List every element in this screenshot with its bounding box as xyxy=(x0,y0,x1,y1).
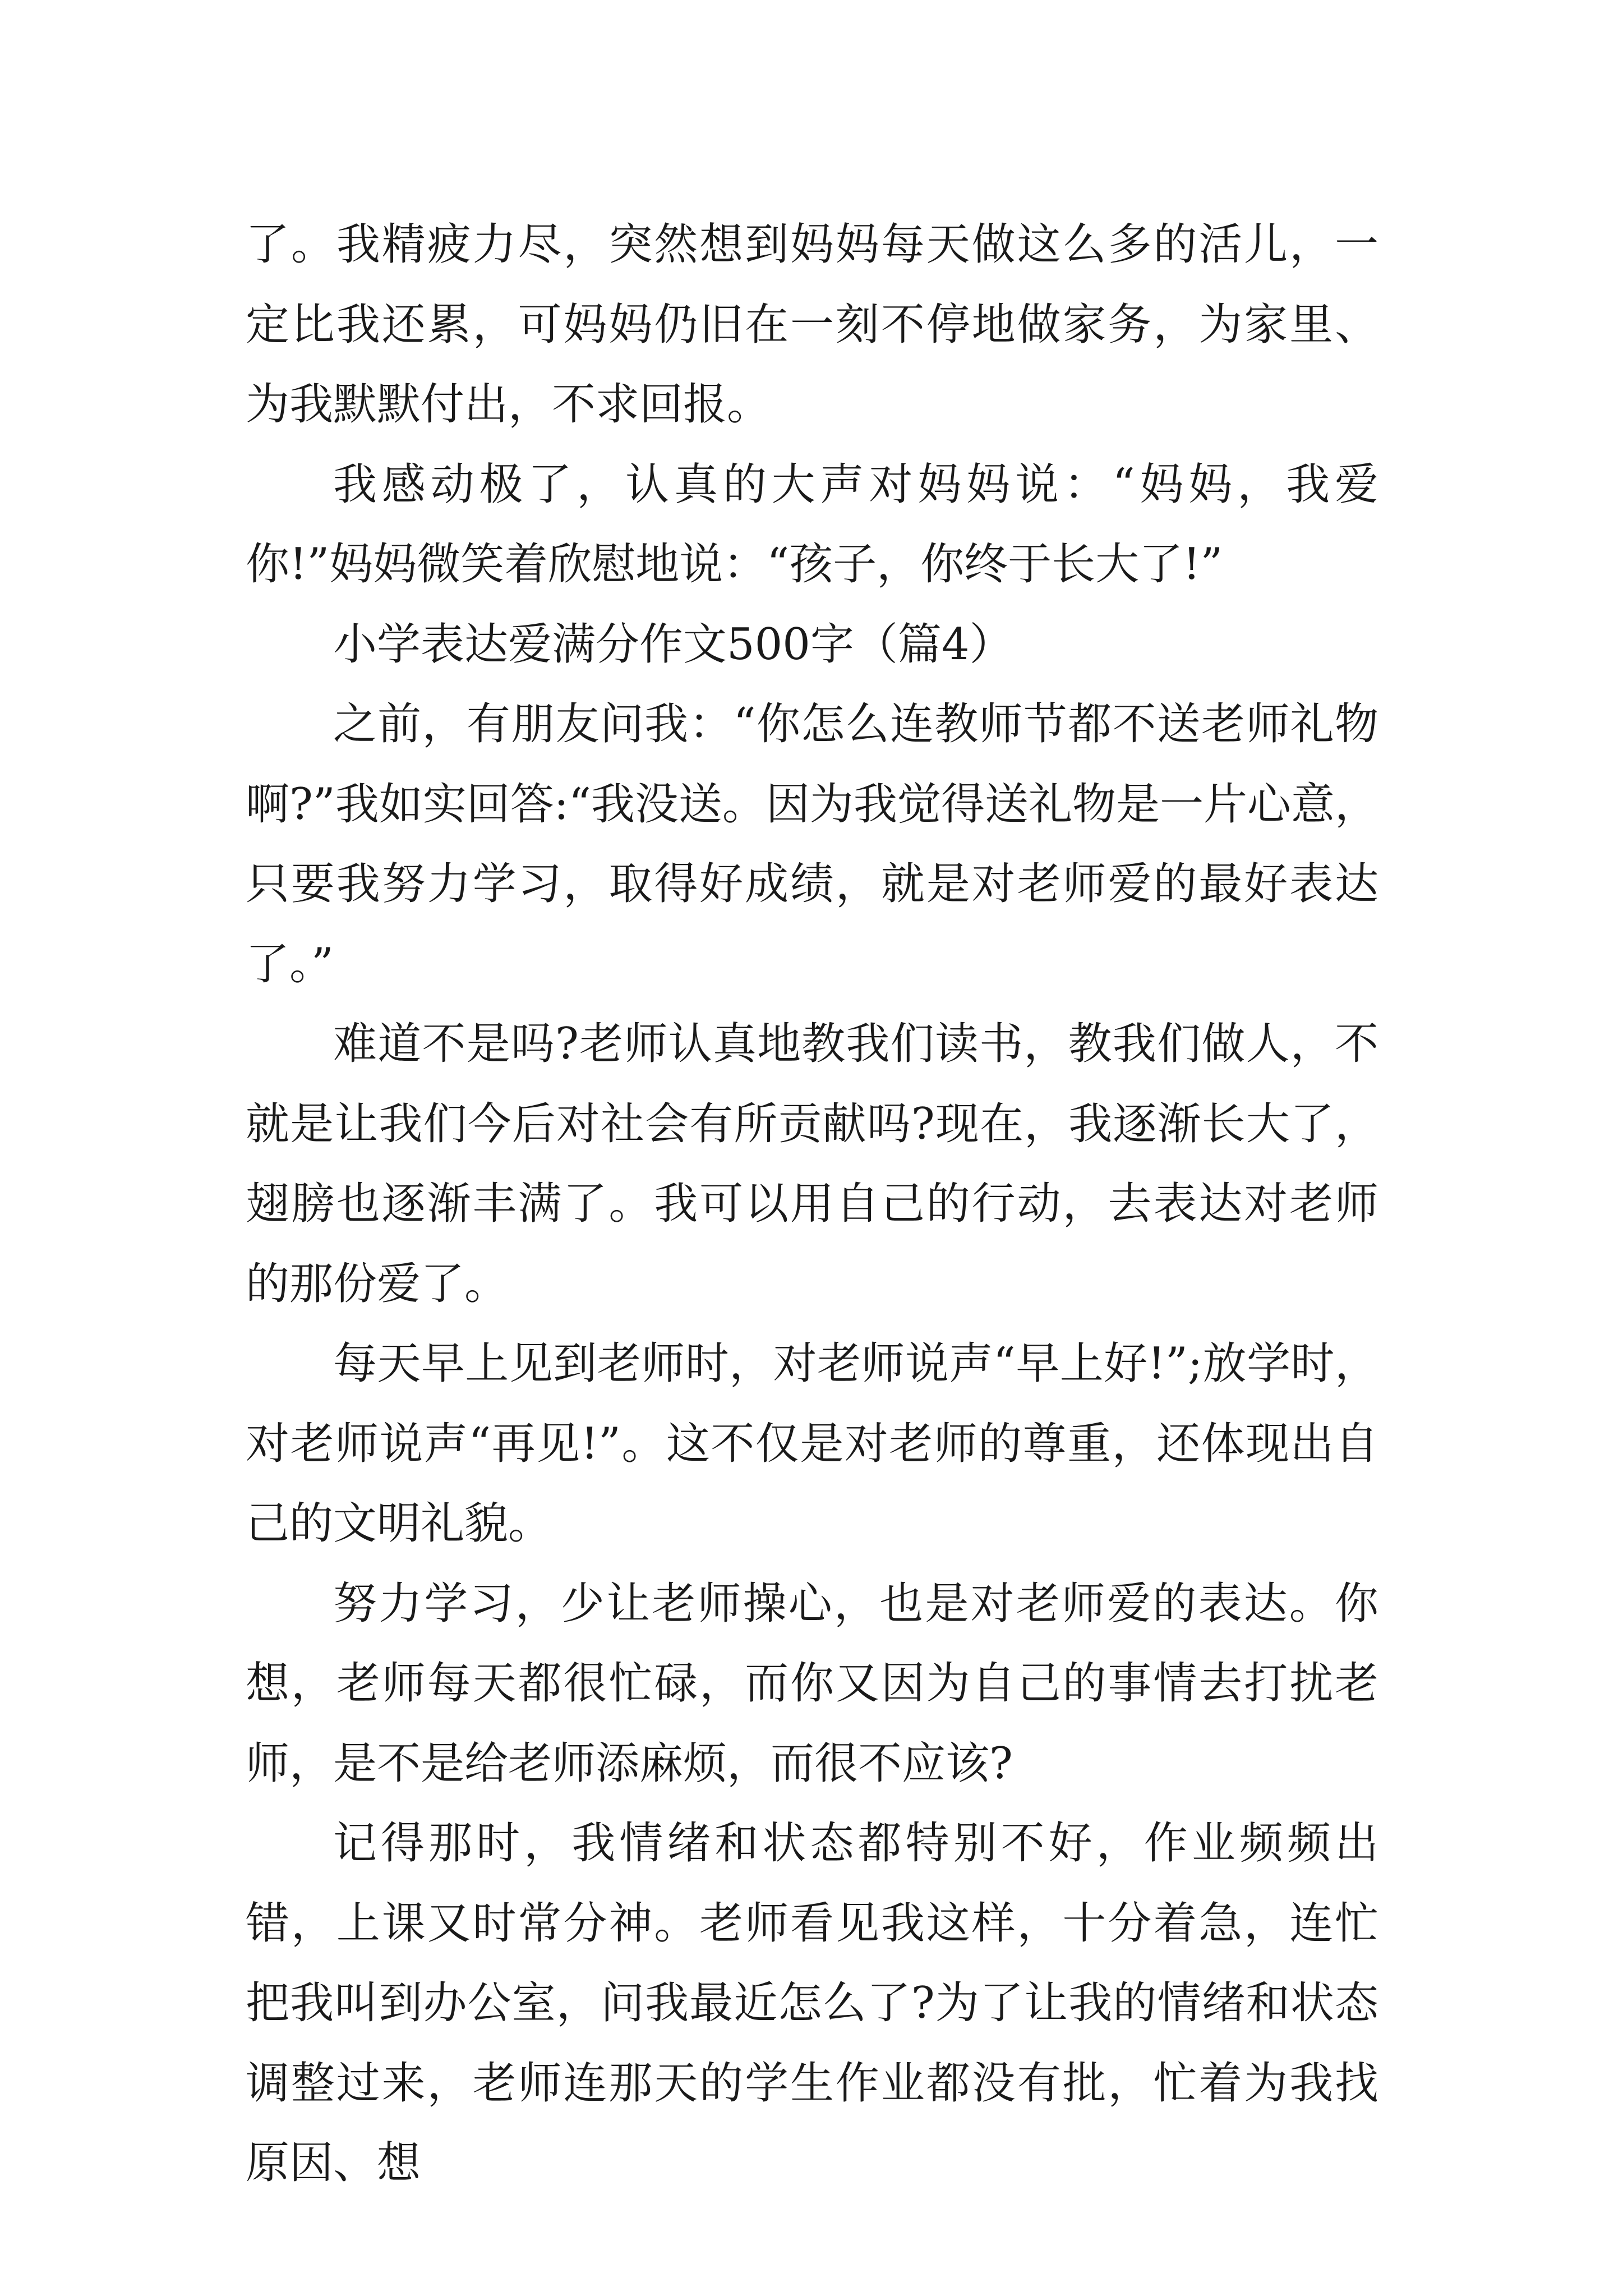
paragraph-mother-love: 我感动极了，认真的大声对妈妈说：“妈妈，我爱你!”妈妈微笑着欣慰地说：“孩子，你终于长大了!” xyxy=(246,459,1378,590)
paragraph-study-hard: 努力学习，少让老师操心，也是对老师爱的表达。你想，老师每天都很忙碌，而你又因为自己的事情去打扰老师，是不是给老师添麻烦，而很不应该? xyxy=(246,1578,1378,1789)
document-body xyxy=(246,205,1378,2203)
paragraph-continuation: 了。我精疲力尽，突然想到妈妈每天做这么多的活儿，一定比我还累，可妈妈仍旧在一刻不停地做家务，为家里、为我默默付出，不求回报。 xyxy=(246,219,1378,430)
paragraph-rhetorical: 难道不是吗?老师认真地教我们读书，教我们做人，不就是让我们今后对社会有所贡献吗?现在，我逐渐长大了，翅膀也逐渐丰满了。我可以用自己的行动，去表达对老师的那份爱了。 xyxy=(246,1019,1378,1309)
section-title: 小学表达爱满分作文500字（篇4） xyxy=(333,619,1013,670)
paragraph-memory: 记得那时，我情绪和状态都特别不好，作业频频出错，上课又时常分神。老师看见我这样，十分着急，连忙把我叫到办公室，问我最近怎么了?为了让我的情绪和状态调整过来，老师连那天的学生作业都没有批，忙着为我找原因、想 xyxy=(246,1818,1378,2188)
paragraph-teachers-day: 之前，有朋友问我：“你怎么连教师节都不送老师礼物啊?”我如实回答:“我没送。因为我觉得送礼物是一片心意，只要我努力学习，取得好成绩，就是对老师爱的最好表达了。” xyxy=(246,699,1378,990)
paragraph-greeting: 每天早上见到老师时，对老师说声“早上好!”;放学时，对老师说声“再见!”。这不仅是对老师的尊重，还体现出自己的文明礼貌。 xyxy=(246,1338,1378,1549)
